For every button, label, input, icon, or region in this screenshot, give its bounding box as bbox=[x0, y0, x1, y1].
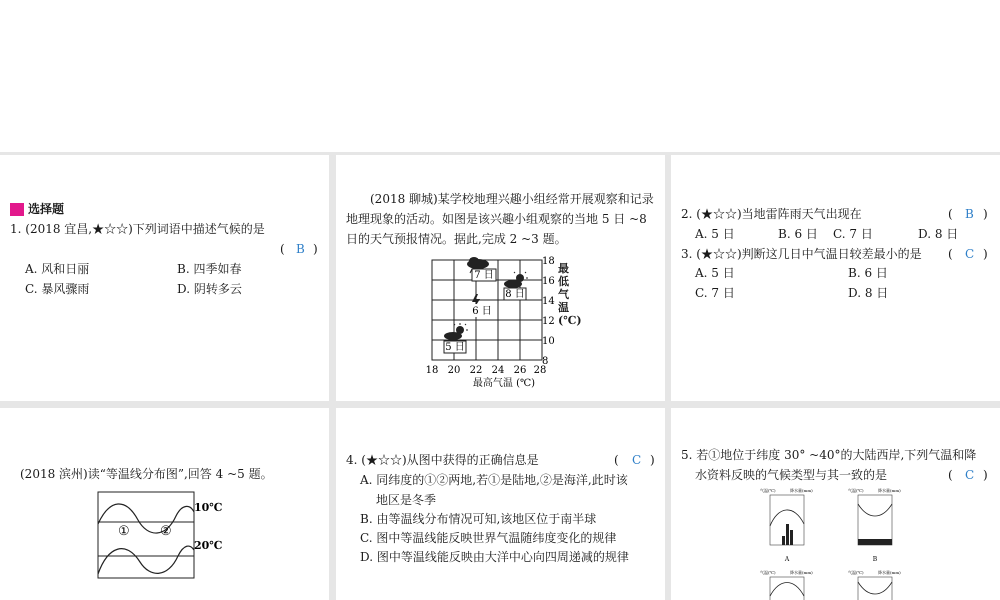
q1-answer-close: ) bbox=[313, 242, 318, 256]
isotherm-map bbox=[96, 490, 236, 590]
q3-option-d: D. 8 日 bbox=[848, 286, 889, 300]
q3-option-c: C. 7 日 bbox=[695, 286, 735, 300]
svg-text:气温(℃): 气温(℃) bbox=[760, 488, 776, 493]
x-axis-label: 最高气温 (℃) bbox=[472, 378, 536, 389]
q1-answer-open: ( bbox=[280, 242, 285, 256]
q2-option-b: B. 6 日 bbox=[778, 227, 818, 241]
q4-answer-close: ) bbox=[650, 453, 655, 467]
svg-text:26: 26 bbox=[513, 365, 527, 376]
q5-answer: C bbox=[965, 468, 975, 482]
intro-4-5-text: (2018 滨州)读“等温线分布图”,回答 4 ~5 题。 bbox=[20, 467, 273, 481]
q5-answer-close: ) bbox=[983, 468, 988, 482]
q4-option-b: B. 由等温线分布情况可知,该地区位于南半球 bbox=[360, 512, 597, 526]
section-marker bbox=[10, 203, 24, 216]
q2-option-c: C. 7 日 bbox=[833, 227, 873, 241]
q5-stem-line2: 水资料反映的气候类型与其一致的是 bbox=[695, 468, 888, 482]
q3-option-b: B. 6 日 bbox=[848, 266, 888, 280]
q4-answer-open: ( bbox=[614, 453, 619, 467]
svg-text:18: 18 bbox=[425, 365, 439, 376]
isotherm-20 bbox=[98, 546, 194, 574]
q1-option-a: A. 风和日丽 bbox=[25, 262, 90, 276]
svg-text:气温(℃): 气温(℃) bbox=[848, 570, 864, 575]
sun-cloud-icon-2 bbox=[444, 323, 468, 340]
q3-answer-close: ) bbox=[983, 247, 988, 261]
svg-text:10: 10 bbox=[542, 336, 555, 347]
svg-text:18: 18 bbox=[542, 256, 555, 267]
svg-text:12: 12 bbox=[542, 316, 555, 327]
q3-stem: 3. (★☆☆)判断这几日中气温日较差最小的是 bbox=[681, 247, 922, 261]
label-20c: 20℃ bbox=[194, 539, 223, 552]
climate-chart-d bbox=[848, 568, 906, 600]
svg-text:降水量(mm): 降水量(mm) bbox=[878, 488, 901, 493]
point-1: ① bbox=[118, 524, 130, 539]
label-day-7: 7 日 bbox=[474, 270, 494, 281]
svg-text:8: 8 bbox=[542, 356, 549, 367]
y-axis-label: 最低气温(℃) bbox=[558, 262, 582, 327]
q3-answer: C bbox=[965, 247, 975, 261]
x-tick-labels bbox=[426, 365, 547, 376]
svg-text:22: 22 bbox=[469, 365, 483, 376]
point-2: ② bbox=[160, 524, 172, 539]
q1-stem: 1. (2018 宜昌,★☆☆)下列词语中描述气候的是 bbox=[10, 222, 265, 236]
panel-q1 bbox=[0, 155, 329, 401]
panel-q5 bbox=[671, 408, 1000, 600]
svg-text:A: A bbox=[784, 556, 790, 563]
intro-2-3-text: (2018 聊城)某学校地理兴趣小组经常开展观察和记录地理现象的活动。如图是该兴趣小组观察的当地 5 日 ~8 日的天气预报情况。据此,完成 2 ~3 题。 bbox=[346, 192, 654, 246]
isotherm-10 bbox=[98, 504, 194, 533]
svg-text:14: 14 bbox=[542, 296, 555, 307]
svg-text:降水量(mm): 降水量(mm) bbox=[790, 488, 813, 493]
label-day-5: 5 日 bbox=[445, 342, 465, 353]
label-day-8: 8 日 bbox=[505, 289, 525, 300]
q3-option-a: A. 5 日 bbox=[695, 266, 735, 280]
q4-option-c: C. 图中等温线能反映世界气温随纬度变化的规律 bbox=[360, 531, 617, 545]
svg-text:16: 16 bbox=[542, 276, 555, 287]
section-label: 选择题 bbox=[28, 202, 65, 216]
q4-option-a-line1: A. 同纬度的①②两地,若①是陆地,②是海洋,此时该 bbox=[360, 473, 628, 487]
q4-answer: C bbox=[632, 453, 642, 467]
q1-option-b: B. 四季如春 bbox=[177, 262, 242, 276]
q2-answer: B bbox=[965, 207, 974, 221]
q1-option-c: C. 暴风骤雨 bbox=[25, 282, 90, 296]
svg-text:气温(℃): 气温(℃) bbox=[848, 488, 864, 493]
q2-answer-close: ) bbox=[983, 207, 988, 221]
svg-text:B: B bbox=[872, 556, 878, 563]
svg-text:28: 28 bbox=[533, 365, 547, 376]
q5-stem-line1: 5. 若①地位于纬度 30° ~40°的大陆西岸,下列气温和降 bbox=[681, 448, 977, 462]
q1-option-d: D. 阴转多云 bbox=[177, 282, 242, 296]
y-tick-labels bbox=[542, 256, 555, 367]
q2-option-a: A. 5 日 bbox=[695, 227, 735, 241]
climate-chart-c bbox=[760, 568, 818, 600]
svg-text:降水量(mm): 降水量(mm) bbox=[878, 570, 901, 575]
q2-stem: 2. (★☆☆)当地雷阵雨天气出现在 bbox=[681, 207, 862, 221]
svg-text:20: 20 bbox=[447, 365, 461, 376]
q3-answer-open: ( bbox=[948, 247, 953, 261]
q1-answer: B bbox=[296, 242, 305, 256]
svg-text:气温(℃): 气温(℃) bbox=[760, 570, 776, 575]
climate-chart-b bbox=[848, 486, 906, 564]
svg-text:24: 24 bbox=[491, 365, 505, 376]
label-day-6: 6 日 bbox=[472, 306, 492, 317]
q2-option-d: D. 8 日 bbox=[918, 227, 959, 241]
q5-answer-open: ( bbox=[948, 468, 953, 482]
label-10c: 10℃ bbox=[194, 501, 223, 514]
svg-text:降水量(mm): 降水量(mm) bbox=[790, 570, 813, 575]
q4-stem: 4. (★☆☆)从图中获得的正确信息是 bbox=[346, 453, 539, 467]
q4-option-a-line2: 地区是冬季 bbox=[376, 493, 437, 507]
climate-chart-a bbox=[760, 486, 818, 564]
q2-answer-open: ( bbox=[948, 207, 953, 221]
q4-option-d: D. 图中等温线能反映由大洋中心向四周递减的规律 bbox=[360, 550, 629, 564]
